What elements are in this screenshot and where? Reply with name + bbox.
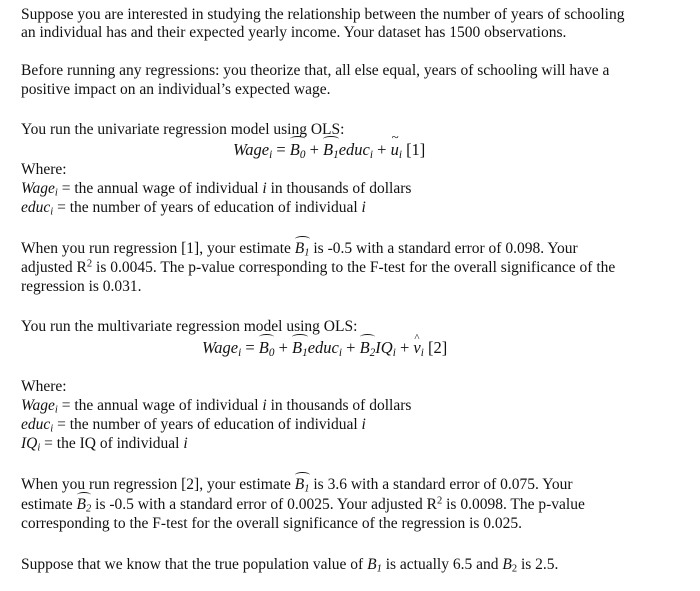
theory-line-1: Before running any regressions: you theorize that, all else equal, years of schooling will have a	[21, 62, 610, 79]
result2-line-2: estimate $B_2$ is -0.5 with a standard error of 0.0025. Your adjusted $R^2$ is 0.0098. The p-value	[21, 495, 585, 515]
model1-where: Where:	[21, 161, 67, 178]
result1-line-2: adjusted $R^2$ is 0.0045. The p-value corresponding to the F-test for the overall significance of the	[21, 258, 616, 276]
result2-line-3: corresponding to the F-test for the overall significance of the regression is 0.025.	[21, 515, 523, 532]
equation-2: Wage$_i$ = $B_0$ + $B_1educ_i + B_2IQ_i$ + ^ $v_i$ [2]	[202, 337, 447, 359]
model1-def-wage: Wage$_i$ = the annual wage of individual i in thousands of dollars	[21, 180, 412, 199]
model2-where: Where:	[21, 378, 67, 395]
result1-line-1: When you run regression [1], your estimate $B_1$ is -0.5 with a standard error of 0.098. Your	[21, 240, 578, 259]
model2-intro: You run the multivariate regression model using OLS:	[21, 318, 358, 335]
conclusion-line: Suppose that we know that the true population value of $B_1$ is actually 6.5 and $B_2$ is 2.5.	[21, 556, 559, 575]
model2-def-iq: $IQ_i$ = the IQ of individual i	[21, 435, 188, 454]
equation-1: Wage$_i$ = $B_0$ + $B_1educ_i$ + ~ $u_i$ [1]	[233, 139, 425, 161]
equation-2-label: [2]	[427, 338, 448, 357]
model1-def-educ: educ$_i$ = the number of years of education of individual i	[21, 199, 366, 218]
theory-line-2: positive impact on an individual’s expected wage.	[21, 81, 331, 98]
model2-def-wage: Wage$_i$ = the annual wage of individual i in thousands of dollars	[21, 397, 412, 416]
intro-line-2: an individual has and their expected yearly income. Your dataset has 1500 observations.	[21, 24, 567, 41]
equation-1-label: [1]	[406, 140, 426, 159]
result2-line-1: When you run regression [2], your estimate $B_1$ is 3.6 with a standard error of 0.075. Your	[21, 476, 573, 495]
result1-line-3: regression is 0.031.	[21, 278, 142, 295]
intro-line-1: Suppose you are interested in studying the relationship between the number of years of schooling	[21, 6, 625, 23]
model1-intro: You run the univariate regression model using OLS:	[21, 121, 345, 138]
model2-def-educ: educ$_i$ = the number of years of education of individual i	[21, 416, 366, 435]
